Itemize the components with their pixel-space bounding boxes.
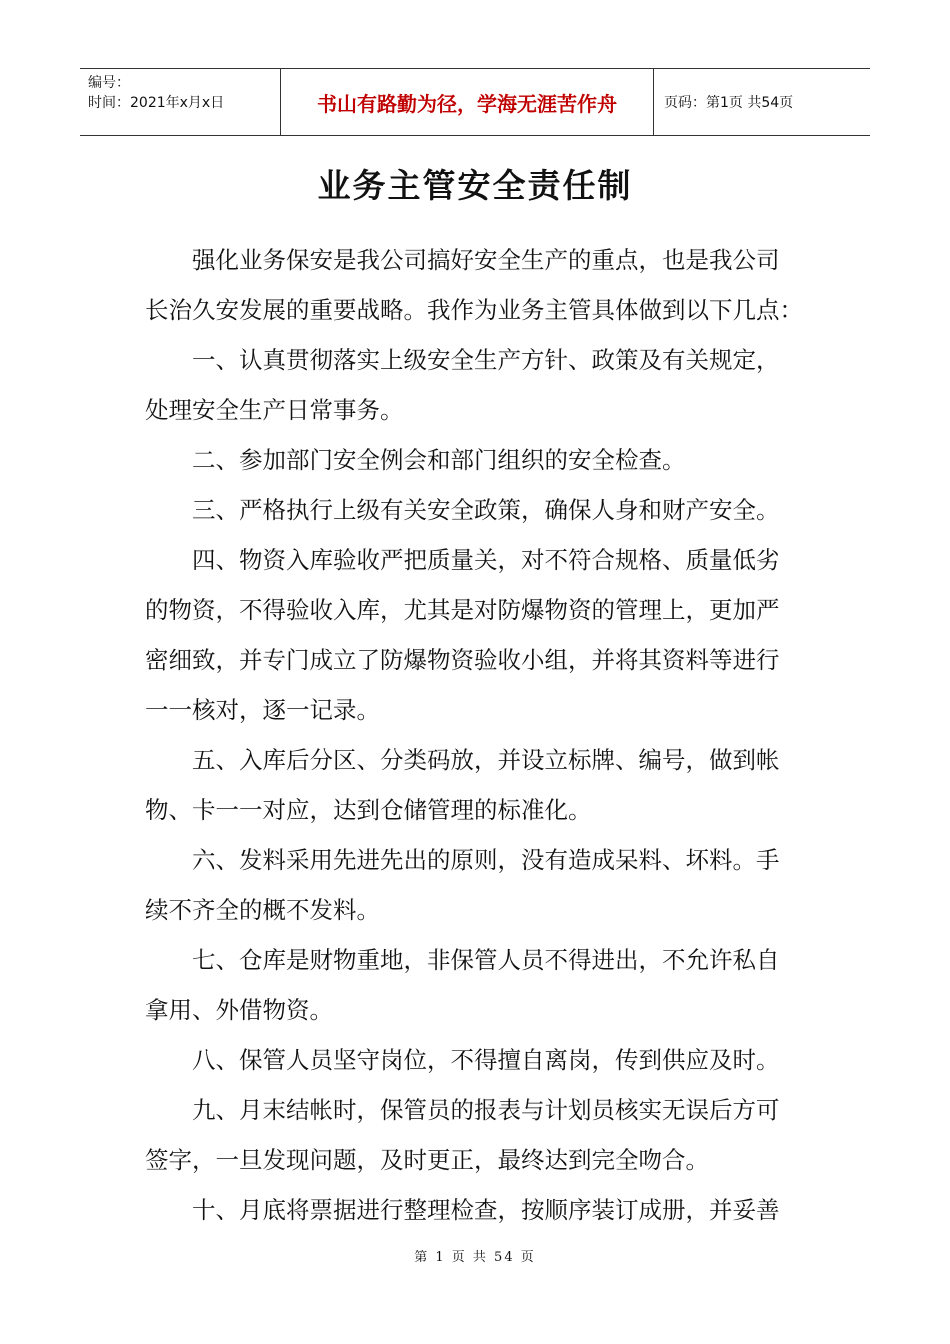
body-line: 长治久安发展的重要战略。我作为业务主管具体做到以下几点： — [145, 296, 803, 324]
body-line: 一一核对，逐一记录。 — [145, 696, 380, 724]
body-line: 五、入库后分区、分类码放，并设立标牌、编号，做到帐 — [192, 746, 780, 774]
body-line: 八、保管人员坚守岗位，不得擅自离岗，传到供应及时。 — [192, 1046, 780, 1074]
body-line: 二、参加部门安全例会和部门组织的安全检查。 — [192, 446, 686, 474]
body-line: 六、发料采用先进先出的原则，没有造成呆料、坏料。手 — [192, 846, 780, 874]
body-line: 九、月末结帐时，保管员的报表与计划员核实无误后方可 — [192, 1096, 780, 1124]
body-line: 七、仓库是财物重地，非保管人员不得进出，不允许私自 — [192, 946, 780, 974]
number-label: 编号： — [88, 75, 130, 91]
body-line: 续不齐全的概不发料。 — [145, 896, 380, 924]
page-info-cell — [654, 69, 870, 135]
body-line: 四、物资入库验收严把质量关，对不符合规格、质量低劣 — [192, 546, 780, 574]
body-line: 强化业务保安是我公司搞好安全生产的重点，也是我公司 — [192, 246, 780, 274]
header-meta-cell — [80, 69, 281, 135]
body-line: 十、月底将票据进行整理检查，按顺序装订成册，并妥善 — [192, 1196, 780, 1224]
header-table — [80, 68, 870, 136]
time-label: 时间：2021年x月x日 — [88, 95, 225, 111]
body-line: 处理安全生产日常事务。 — [145, 396, 404, 424]
body-line: 签字，一旦发现问题，及时更正，最终达到完全吻合。 — [145, 1146, 709, 1174]
page-footer: 第 1 页 共 54 页 — [414, 1250, 536, 1265]
document-title: 业务主管安全责任制 — [317, 166, 633, 205]
body-line: 三、严格执行上级有关安全政策，确保人身和财产安全。 — [192, 496, 780, 524]
body-line: 密细致，并专门成立了防爆物资验收小组，并将其资料等进行 — [145, 646, 780, 674]
body-line: 的物资，不得验收入库，尤其是对防爆物资的管理上，更加严 — [145, 596, 780, 624]
body-line: 一、认真贯彻落实上级安全生产方针、政策及有关规定， — [192, 346, 780, 374]
body-line: 物、卡一一对应，达到仓储管理的标准化。 — [145, 796, 592, 824]
page-info-text: 页码：第1页 共54页 — [664, 95, 794, 111]
document-body — [145, 235, 810, 1235]
motto-text: 书山有路勤为径，学海无涯苦作舟 — [317, 91, 617, 116]
motto-cell — [281, 69, 654, 135]
body-line: 拿用、外借物资。 — [145, 996, 333, 1024]
